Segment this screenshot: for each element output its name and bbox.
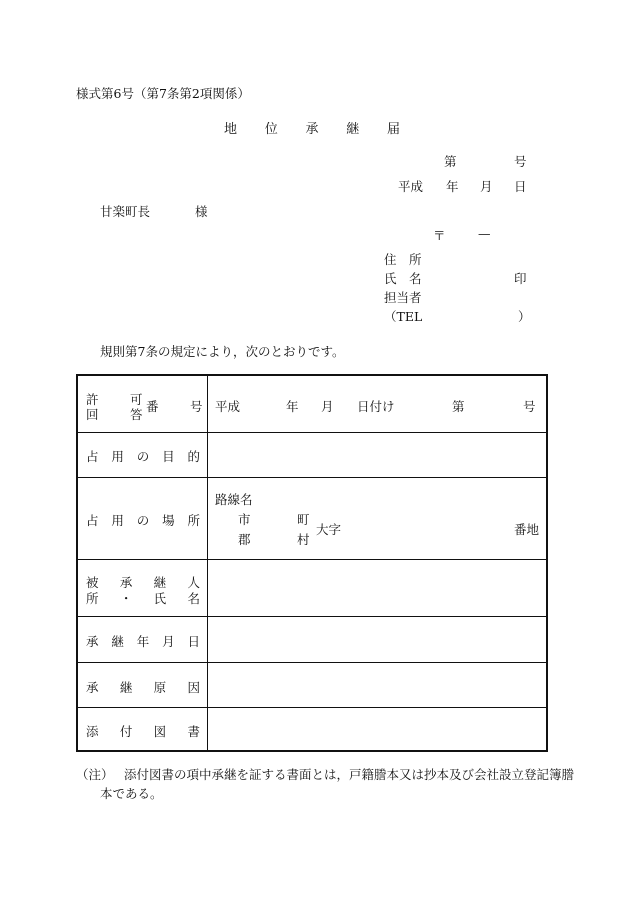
succession-cause-label — [86, 678, 200, 696]
table-row-succession-date — [78, 617, 546, 663]
form-number: 様式第6号（第7条第2項関係） — [76, 86, 250, 101]
succession-date-label — [86, 632, 200, 650]
name-label: 氏 名 — [384, 271, 422, 286]
seal-mark: 印 — [514, 271, 527, 286]
table-row-predecessor — [78, 560, 546, 617]
label-char: 書 — [187, 724, 200, 739]
intro-text: 規則第7条の規定により，次のとおりです。 — [100, 344, 345, 359]
addressee-name: 甘楽町長 — [100, 204, 151, 219]
date-day: 日 — [514, 179, 527, 194]
table-row-succession-cause — [78, 663, 546, 708]
label-char: 月 — [162, 634, 175, 649]
address-label: 住 所 — [384, 252, 422, 267]
oaza-label: 大字 — [316, 522, 342, 537]
tel-close: ） — [518, 309, 531, 324]
application-table — [76, 374, 548, 752]
permit-kyo: 許 — [86, 392, 99, 407]
date-year: 年 — [446, 179, 459, 194]
label-char: 場 — [162, 513, 175, 528]
label-char: 継 — [119, 680, 133, 695]
label-char: 図 — [153, 724, 167, 739]
village-mura: 村 — [297, 532, 310, 547]
county-gun: 郡 — [238, 532, 251, 547]
form-title — [224, 118, 400, 137]
date-month: 月 — [480, 179, 493, 194]
banchi-label: 番地 — [514, 522, 540, 537]
permit-go: 号 — [523, 399, 536, 414]
label-char: 継 — [153, 575, 167, 590]
answer-kai: 回 — [86, 407, 99, 422]
town-machi: 町 — [297, 512, 310, 527]
label-char: 名 — [187, 591, 200, 606]
label-char: 被 — [86, 575, 99, 590]
label-char: 的 — [187, 449, 200, 464]
attachments-label — [86, 722, 200, 740]
permit-date-suffix: 日付け — [357, 399, 395, 414]
route-name-label: 路線名 — [215, 492, 253, 507]
label-char: 所 — [86, 591, 99, 606]
label-char: の — [136, 513, 150, 528]
label-char: 年 — [136, 634, 150, 649]
addressee-sama: 様 — [195, 204, 208, 219]
purpose-label — [86, 447, 200, 465]
permit-year: 年 — [286, 399, 299, 414]
label-char: 氏 — [153, 591, 167, 606]
label-char: 承 — [119, 575, 133, 590]
permit-era: 平成 — [215, 399, 241, 414]
label-char: 承 — [86, 634, 99, 649]
label-char: 因 — [187, 680, 200, 695]
label-go: 号 — [190, 399, 203, 414]
label-char: 承 — [86, 680, 99, 695]
permit-ka: 可 — [130, 392, 143, 407]
table-row-purpose — [78, 433, 546, 478]
answer-to: 答 — [130, 407, 143, 422]
label-char: 人 — [187, 575, 200, 590]
label-char: 付 — [119, 724, 133, 739]
label-char: 継 — [111, 634, 124, 649]
title-char: 承 — [305, 122, 319, 137]
date-era: 平成 — [398, 179, 424, 194]
note-line1: 添付図書の項中承継を証する書面とは，戸籍謄本又は抄本及び会社設立登記簿謄 — [124, 767, 575, 782]
title-char: 届 — [386, 122, 400, 137]
doc-number-dai: 第 — [444, 154, 457, 169]
label-char: 目 — [162, 449, 175, 464]
city-shi: 市 — [238, 512, 251, 527]
postal-mark: 〒 — [433, 228, 446, 243]
label-char: の — [136, 449, 150, 464]
label-char: 用 — [111, 513, 124, 528]
postal-dash: — — [478, 226, 491, 241]
tel-open: （TEL — [384, 309, 423, 324]
label-char: 用 — [111, 449, 124, 464]
label-char: 占 — [86, 449, 99, 464]
title-char: 位 — [264, 122, 278, 137]
label-char: 添 — [86, 724, 99, 739]
note-marker: （注） — [76, 767, 114, 782]
doc-number-go: 号 — [514, 154, 527, 169]
label-char: 占 — [86, 513, 99, 528]
label-ban: 番 — [146, 399, 159, 414]
label-char: 所 — [187, 513, 200, 528]
title-char: 継 — [346, 122, 360, 137]
table-row-location — [78, 478, 546, 560]
contact-label: 担当者 — [384, 290, 422, 305]
label-char: ・ — [119, 591, 133, 606]
note-line2: 本である。 — [100, 786, 163, 801]
predecessor-label-line2 — [86, 589, 200, 607]
permit-month: 月 — [321, 399, 334, 414]
title-char: 地 — [224, 122, 238, 137]
permit-dai: 第 — [452, 399, 465, 414]
location-label — [86, 511, 200, 529]
table-row-attachments — [78, 708, 546, 752]
table-row-permit-number — [78, 376, 546, 433]
label-char: 日 — [187, 634, 200, 649]
label-char: 原 — [153, 680, 167, 695]
